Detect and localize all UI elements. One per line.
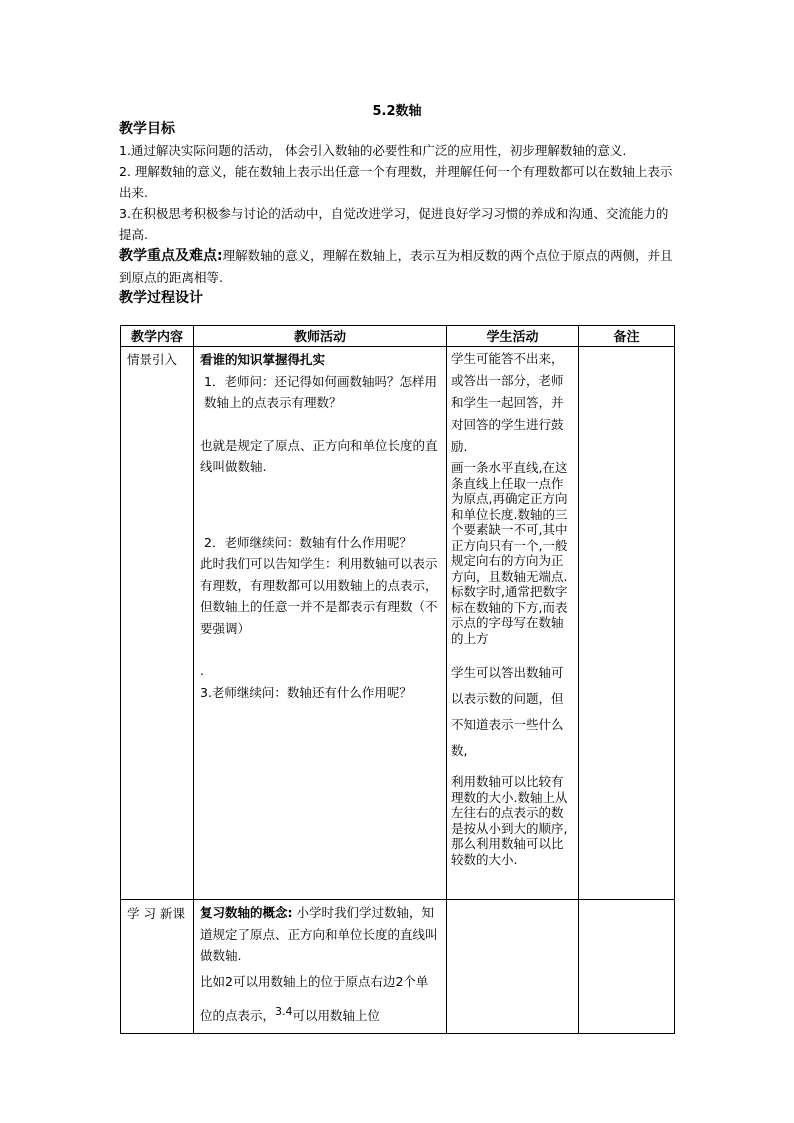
review-text: 小学时我们学过数轴，知道规定了原点、正方向和单位长度的直线叫做数轴. xyxy=(200,905,438,963)
teacher-example: 比如2可以用数轴上的位于原点右边2个单位的点表示，$^{3.4}$可以用数轴上位 xyxy=(200,973,429,1023)
table-header-row xyxy=(121,326,675,347)
teacher-dot: . xyxy=(200,663,204,678)
teacher-q2: 2．老师继续问：数轴有什么作用呢？ xyxy=(204,534,412,550)
objective-3: 3.在积极思考积极参与讨论的活动中，自觉改进学习，促进良好学习习惯的养成和沟通、交流能力的提高. xyxy=(119,206,669,242)
student-cell xyxy=(447,347,579,900)
teacher-title: 看谁的知识掌握得扎实 xyxy=(200,352,326,367)
student-cell xyxy=(447,900,579,1034)
process-heading: 教学过程设计 xyxy=(119,290,203,306)
key-points-label: 教学重点及难点: xyxy=(119,248,223,264)
header-teacher: 教师活动 xyxy=(194,326,447,347)
header-content: 教学内容 xyxy=(121,326,194,347)
note-cell xyxy=(579,900,675,1034)
page-title: 5.2数轴 xyxy=(372,104,422,119)
teacher-p4: 此时我们可以告知学生：利用数轴可以表示有理数，有理数都可以用数轴上的点表示，但数轴上的任意一并不是都表示有理数（不要强调） xyxy=(200,556,438,636)
objective-1: 1.通过解决实际问题的活动， 体会引入数轴的必要性和广泛的应用性，初步理解数轴的意义. xyxy=(119,143,627,158)
review-label: 复习数轴的概念: xyxy=(200,905,293,920)
table-row xyxy=(121,347,675,900)
number-3-4: 3.4 xyxy=(275,1004,293,1018)
content-cell: 学 习 新课 xyxy=(121,900,194,1034)
objectives-section xyxy=(119,119,675,309)
note-cell xyxy=(579,347,675,900)
student-s4: 利用数轴可以比较有理数的大小.数轴上从左往右的点表示的数是按从小到大的顺序,那么利用数轴可以比较数的大小. xyxy=(451,774,568,867)
objective-2: 2. 理解数轴的意义，能在数轴上表示出任意一个有理数，并理解任何一个有理数都可以在数轴上表示出来. xyxy=(119,164,673,200)
key-points xyxy=(119,245,675,288)
table-row xyxy=(121,900,675,1034)
header-student: 学生活动 xyxy=(447,326,579,347)
student-s3: 学生可以答出数轴可以表示数的问题，但不知道表示一些什么数, xyxy=(451,665,564,758)
teacher-cell xyxy=(194,900,447,1034)
lesson-plan-table xyxy=(120,325,675,1034)
key-points-text: 理解数轴的意义，理解在数轴上，表示互为相反数的两个点位于原点的两侧，并且到原点的距离相等. xyxy=(119,248,673,285)
teacher-q1: 1．老师问：还记得如何画数轴吗？怎样用数轴上的点表示有理数？ xyxy=(204,373,437,410)
student-s1: 学生可能答不出来，或答出一部分，老师和学生一起回答，并对回答的学生进行鼓励. xyxy=(451,351,564,454)
header-note: 备注 xyxy=(579,326,675,347)
objectives-heading: 教学目标 xyxy=(119,121,175,137)
teacher-q3: 3.老师继续问：数轴还有什么作用呢？ xyxy=(200,684,412,700)
teacher-p2: 也就是规定了原点、正方向和单位长度的直线叫做数轴. xyxy=(200,437,438,474)
content-cell: 情景引入 xyxy=(121,347,194,900)
student-s2: 画一条水平直线,在这条直线上任取一点作为原点,再确定正方向和单位长度.数轴的三个要素缺一不可,其中正方向只有一个,一般规定向右的方向为正方向，且数轴无端点.标数字时,通常把数字标在数轴的下方,而表示点的字母写在数轴的上方 xyxy=(451,460,568,646)
teacher-cell xyxy=(194,347,447,900)
